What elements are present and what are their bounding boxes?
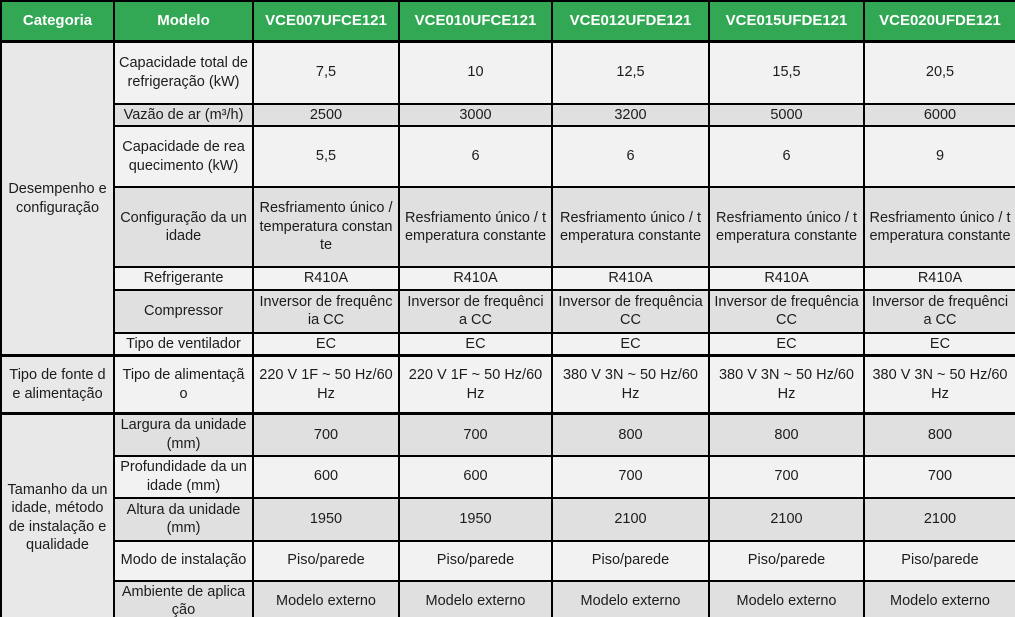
row-label: Profundidade da unidade (mm) xyxy=(114,456,253,498)
value-cell: 20,5 xyxy=(864,42,1015,104)
value-cell: Piso/parede xyxy=(864,541,1015,581)
category-cell: Tipo de fonte de alimentação xyxy=(1,356,114,414)
value-cell: R410A xyxy=(399,267,552,290)
value-cell: 2100 xyxy=(709,498,864,541)
header-modelo: Modelo xyxy=(114,1,253,42)
header-model-1: VCE007UFCE121 xyxy=(253,1,399,42)
value-cell: 6 xyxy=(399,126,552,187)
value-cell: Modelo externo xyxy=(864,581,1015,617)
value-cell: Resfriamento único / temperatura constante xyxy=(399,187,552,267)
value-cell: 15,5 xyxy=(709,42,864,104)
value-cell: 2100 xyxy=(552,498,709,541)
value-cell: 800 xyxy=(552,414,709,456)
value-cell: 3200 xyxy=(552,104,709,127)
header-model-2: VCE010UFCE121 xyxy=(399,1,552,42)
value-cell: Inversor de frequência CC xyxy=(253,290,399,333)
row-label: Refrigerante xyxy=(114,267,253,290)
value-cell: Piso/parede xyxy=(399,541,552,581)
table-row xyxy=(1,187,1015,267)
value-cell: 2500 xyxy=(253,104,399,127)
value-cell: 5,5 xyxy=(253,126,399,187)
row-label: Ambiente de aplicação xyxy=(114,581,253,617)
value-cell: Inversor de frequência CC xyxy=(552,290,709,333)
value-cell: Inversor de frequência CC xyxy=(864,290,1015,333)
value-cell: 6 xyxy=(709,126,864,187)
row-label: Compressor xyxy=(114,290,253,333)
value-cell: 380 V 3N ~ 50 Hz/60 Hz xyxy=(552,356,709,414)
row-label: Tipo de alimentação xyxy=(114,356,253,414)
category-cell: Tamanho da unidade, método de instalação e qualidade xyxy=(1,414,114,617)
table-row xyxy=(1,333,1015,356)
value-cell: 600 xyxy=(253,456,399,498)
value-cell: Inversor de frequência CC xyxy=(709,290,864,333)
value-cell: 6000 xyxy=(864,104,1015,127)
value-cell: 220 V 1F ~ 50 Hz/60 Hz xyxy=(399,356,552,414)
table-row xyxy=(1,104,1015,127)
table-row xyxy=(1,498,1015,541)
value-cell: Resfriamento único / temperatura constante xyxy=(253,187,399,267)
value-cell: Piso/parede xyxy=(709,541,864,581)
value-cell: 1950 xyxy=(399,498,552,541)
value-cell: 700 xyxy=(552,456,709,498)
table-row xyxy=(1,541,1015,581)
value-cell: EC xyxy=(709,333,864,356)
value-cell: 3000 xyxy=(399,104,552,127)
value-cell: 9 xyxy=(864,126,1015,187)
table-row xyxy=(1,581,1015,617)
value-cell: Resfriamento único / temperatura constante xyxy=(864,187,1015,267)
value-cell: 6 xyxy=(552,126,709,187)
value-cell: R410A xyxy=(552,267,709,290)
header-categoria: Categoria xyxy=(1,1,114,42)
table-row xyxy=(1,356,1015,414)
value-cell: 380 V 3N ~ 50 Hz/60 Hz xyxy=(709,356,864,414)
value-cell: Modelo externo xyxy=(709,581,864,617)
value-cell: 800 xyxy=(709,414,864,456)
value-cell: Piso/parede xyxy=(552,541,709,581)
value-cell: Modelo externo xyxy=(552,581,709,617)
header-model-3: VCE012UFDE121 xyxy=(552,1,709,42)
value-cell: 12,5 xyxy=(552,42,709,104)
header-model-4: VCE015UFDE121 xyxy=(709,1,864,42)
value-cell: 220 V 1F ~ 50 Hz/60 Hz xyxy=(253,356,399,414)
row-label: Capacidade total de refrigeração (kW) xyxy=(114,42,253,104)
value-cell: EC xyxy=(399,333,552,356)
row-label: Altura da unidade (mm) xyxy=(114,498,253,541)
value-cell: EC xyxy=(864,333,1015,356)
value-cell: 800 xyxy=(864,414,1015,456)
row-label: Capacidade de reaquecimento (kW) xyxy=(114,126,253,187)
value-cell: 10 xyxy=(399,42,552,104)
value-cell: 7,5 xyxy=(253,42,399,104)
value-cell: 5000 xyxy=(709,104,864,127)
row-label: Largura da unidade (mm) xyxy=(114,414,253,456)
value-cell: Modelo externo xyxy=(399,581,552,617)
value-cell: 600 xyxy=(399,456,552,498)
value-cell: R410A xyxy=(253,267,399,290)
row-label: Configuração da unidade xyxy=(114,187,253,267)
value-cell: EC xyxy=(552,333,709,356)
table-row xyxy=(1,267,1015,290)
value-cell: Modelo externo xyxy=(253,581,399,617)
table-row xyxy=(1,126,1015,187)
table-row xyxy=(1,456,1015,498)
row-label: Modo de instalação xyxy=(114,541,253,581)
row-label: Tipo de ventilador xyxy=(114,333,253,356)
value-cell: Resfriamento único / temperatura constante xyxy=(552,187,709,267)
value-cell: 700 xyxy=(864,456,1015,498)
value-cell: 2100 xyxy=(864,498,1015,541)
value-cell: 1950 xyxy=(253,498,399,541)
value-cell: 380 V 3N ~ 50 Hz/60 Hz xyxy=(864,356,1015,414)
table-row xyxy=(1,42,1015,104)
value-cell: Piso/parede xyxy=(253,541,399,581)
value-cell: 700 xyxy=(709,456,864,498)
header-row xyxy=(1,1,1015,42)
value-cell: 700 xyxy=(399,414,552,456)
row-label: Vazão de ar (m³/h) xyxy=(114,104,253,127)
value-cell: EC xyxy=(253,333,399,356)
value-cell: R410A xyxy=(864,267,1015,290)
value-cell: Resfriamento único / temperatura constante xyxy=(709,187,864,267)
value-cell: R410A xyxy=(709,267,864,290)
category-cell: Desempenho e configuração xyxy=(1,42,114,356)
table-row xyxy=(1,290,1015,333)
header-model-5: VCE020UFDE121 xyxy=(864,1,1015,42)
table-row xyxy=(1,414,1015,456)
value-cell: Inversor de frequência CC xyxy=(399,290,552,333)
value-cell: 700 xyxy=(253,414,399,456)
